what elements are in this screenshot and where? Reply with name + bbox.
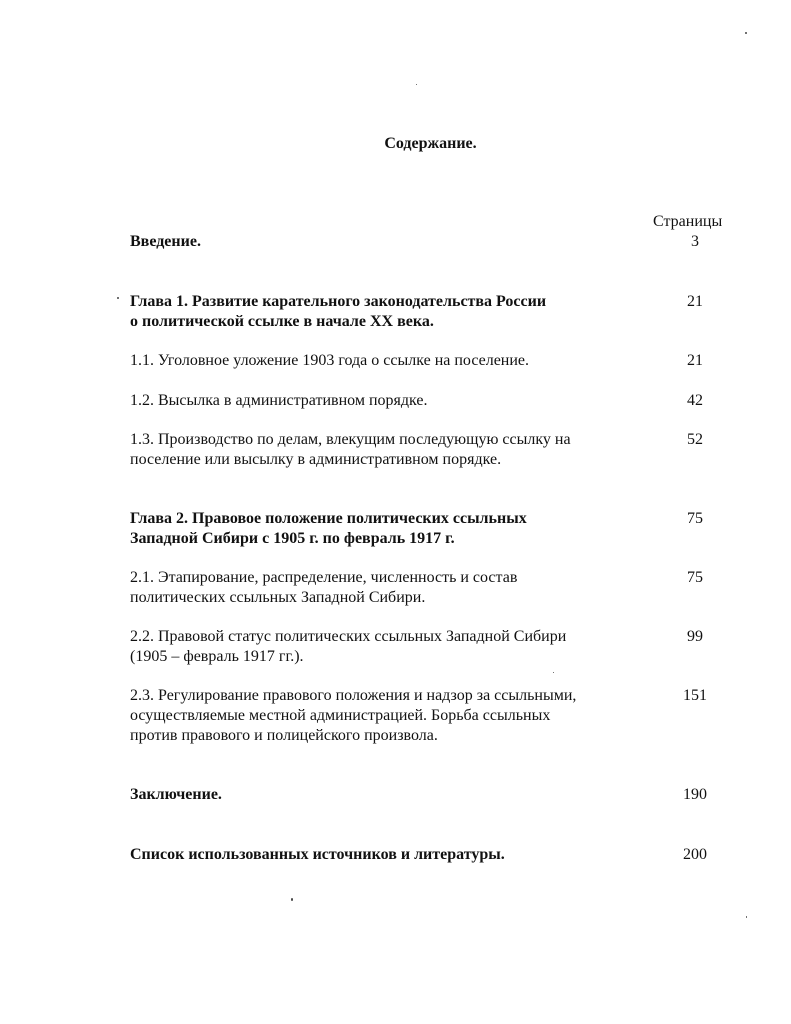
scan-speck <box>416 84 417 85</box>
toc-entry-title: Глава 2. Правовое положение политических ссыльных Западной Сибири с 1905 г. по февраль 1917 г. <box>130 510 527 547</box>
toc-entry-section-1-1 <box>130 351 650 371</box>
toc-entry-section-2-1 <box>130 568 650 608</box>
toc-entry-page: 99 <box>687 628 703 645</box>
toc-entry-page: 75 <box>687 510 703 527</box>
scan-speck <box>745 32 747 34</box>
toc-entry-title: 2.2. Правовой статус политических ссыльных Западной Сибири (1905 – февраль 1917 гг.). <box>130 628 567 665</box>
toc-entry-section-2-2 <box>130 627 650 667</box>
toc-entry-chapter-1 <box>130 292 650 332</box>
toc-entry-page: 21 <box>687 293 703 310</box>
toc-entry-section-1-3 <box>130 430 650 470</box>
toc-entry-page: 151 <box>683 687 707 704</box>
toc-entry-page: 21 <box>687 352 703 369</box>
toc-entry-title: 1.1. Уголовное уложение 1903 года о ссылке на поселение. <box>130 352 530 369</box>
pages-column-header: Страницы <box>653 213 723 230</box>
toc-entry-title: Список использованных источников и литературы. <box>130 846 505 863</box>
toc-entry-title: 1.3. Производство по делам, влекущим последующую ссылку на поселение или высылку в административном порядке. <box>130 431 571 468</box>
toc-entry-section-1-2 <box>130 391 650 411</box>
toc-entry-introduction <box>130 232 650 252</box>
toc-entry-title: 2.1. Этапирование, распределение, численность и состав политических ссыльных Западной Сибири. <box>130 569 518 606</box>
toc-entry-page: 75 <box>687 569 703 586</box>
toc-entry-page: 3 <box>691 233 699 250</box>
toc-entry-chapter-2 <box>130 509 650 549</box>
scan-speck <box>746 916 747 918</box>
page-title: Содержание. <box>384 135 477 152</box>
toc-entry-page: 190 <box>683 786 707 803</box>
toc-entry-bibliography <box>130 845 650 865</box>
toc-entry-title: 2.3. Регулирование правового положения и надзор за ссыльными, осуществляемые местной администрацией. Борьба ссыльных против правового и полицейского произвола. <box>130 687 577 744</box>
toc-entry-title: Введение. <box>130 233 201 250</box>
scan-speck <box>553 672 554 673</box>
toc-entry-title: Глава 1. Развитие карательного законодательства России о политической ссылке в начале XX века. <box>130 293 547 330</box>
toc-entry-page: 52 <box>687 431 703 448</box>
toc-entry-section-2-3 <box>130 686 650 746</box>
toc-entry-conclusion <box>130 785 650 805</box>
scan-speck <box>117 297 119 299</box>
toc-entry-page: 42 <box>687 392 703 409</box>
toc-entry-title: 1.2. Высылка в административном порядке. <box>130 392 428 409</box>
toc-entry-page: 200 <box>683 846 707 863</box>
scan-speck <box>291 898 293 901</box>
toc-entry-title: Заключение. <box>130 786 222 803</box>
